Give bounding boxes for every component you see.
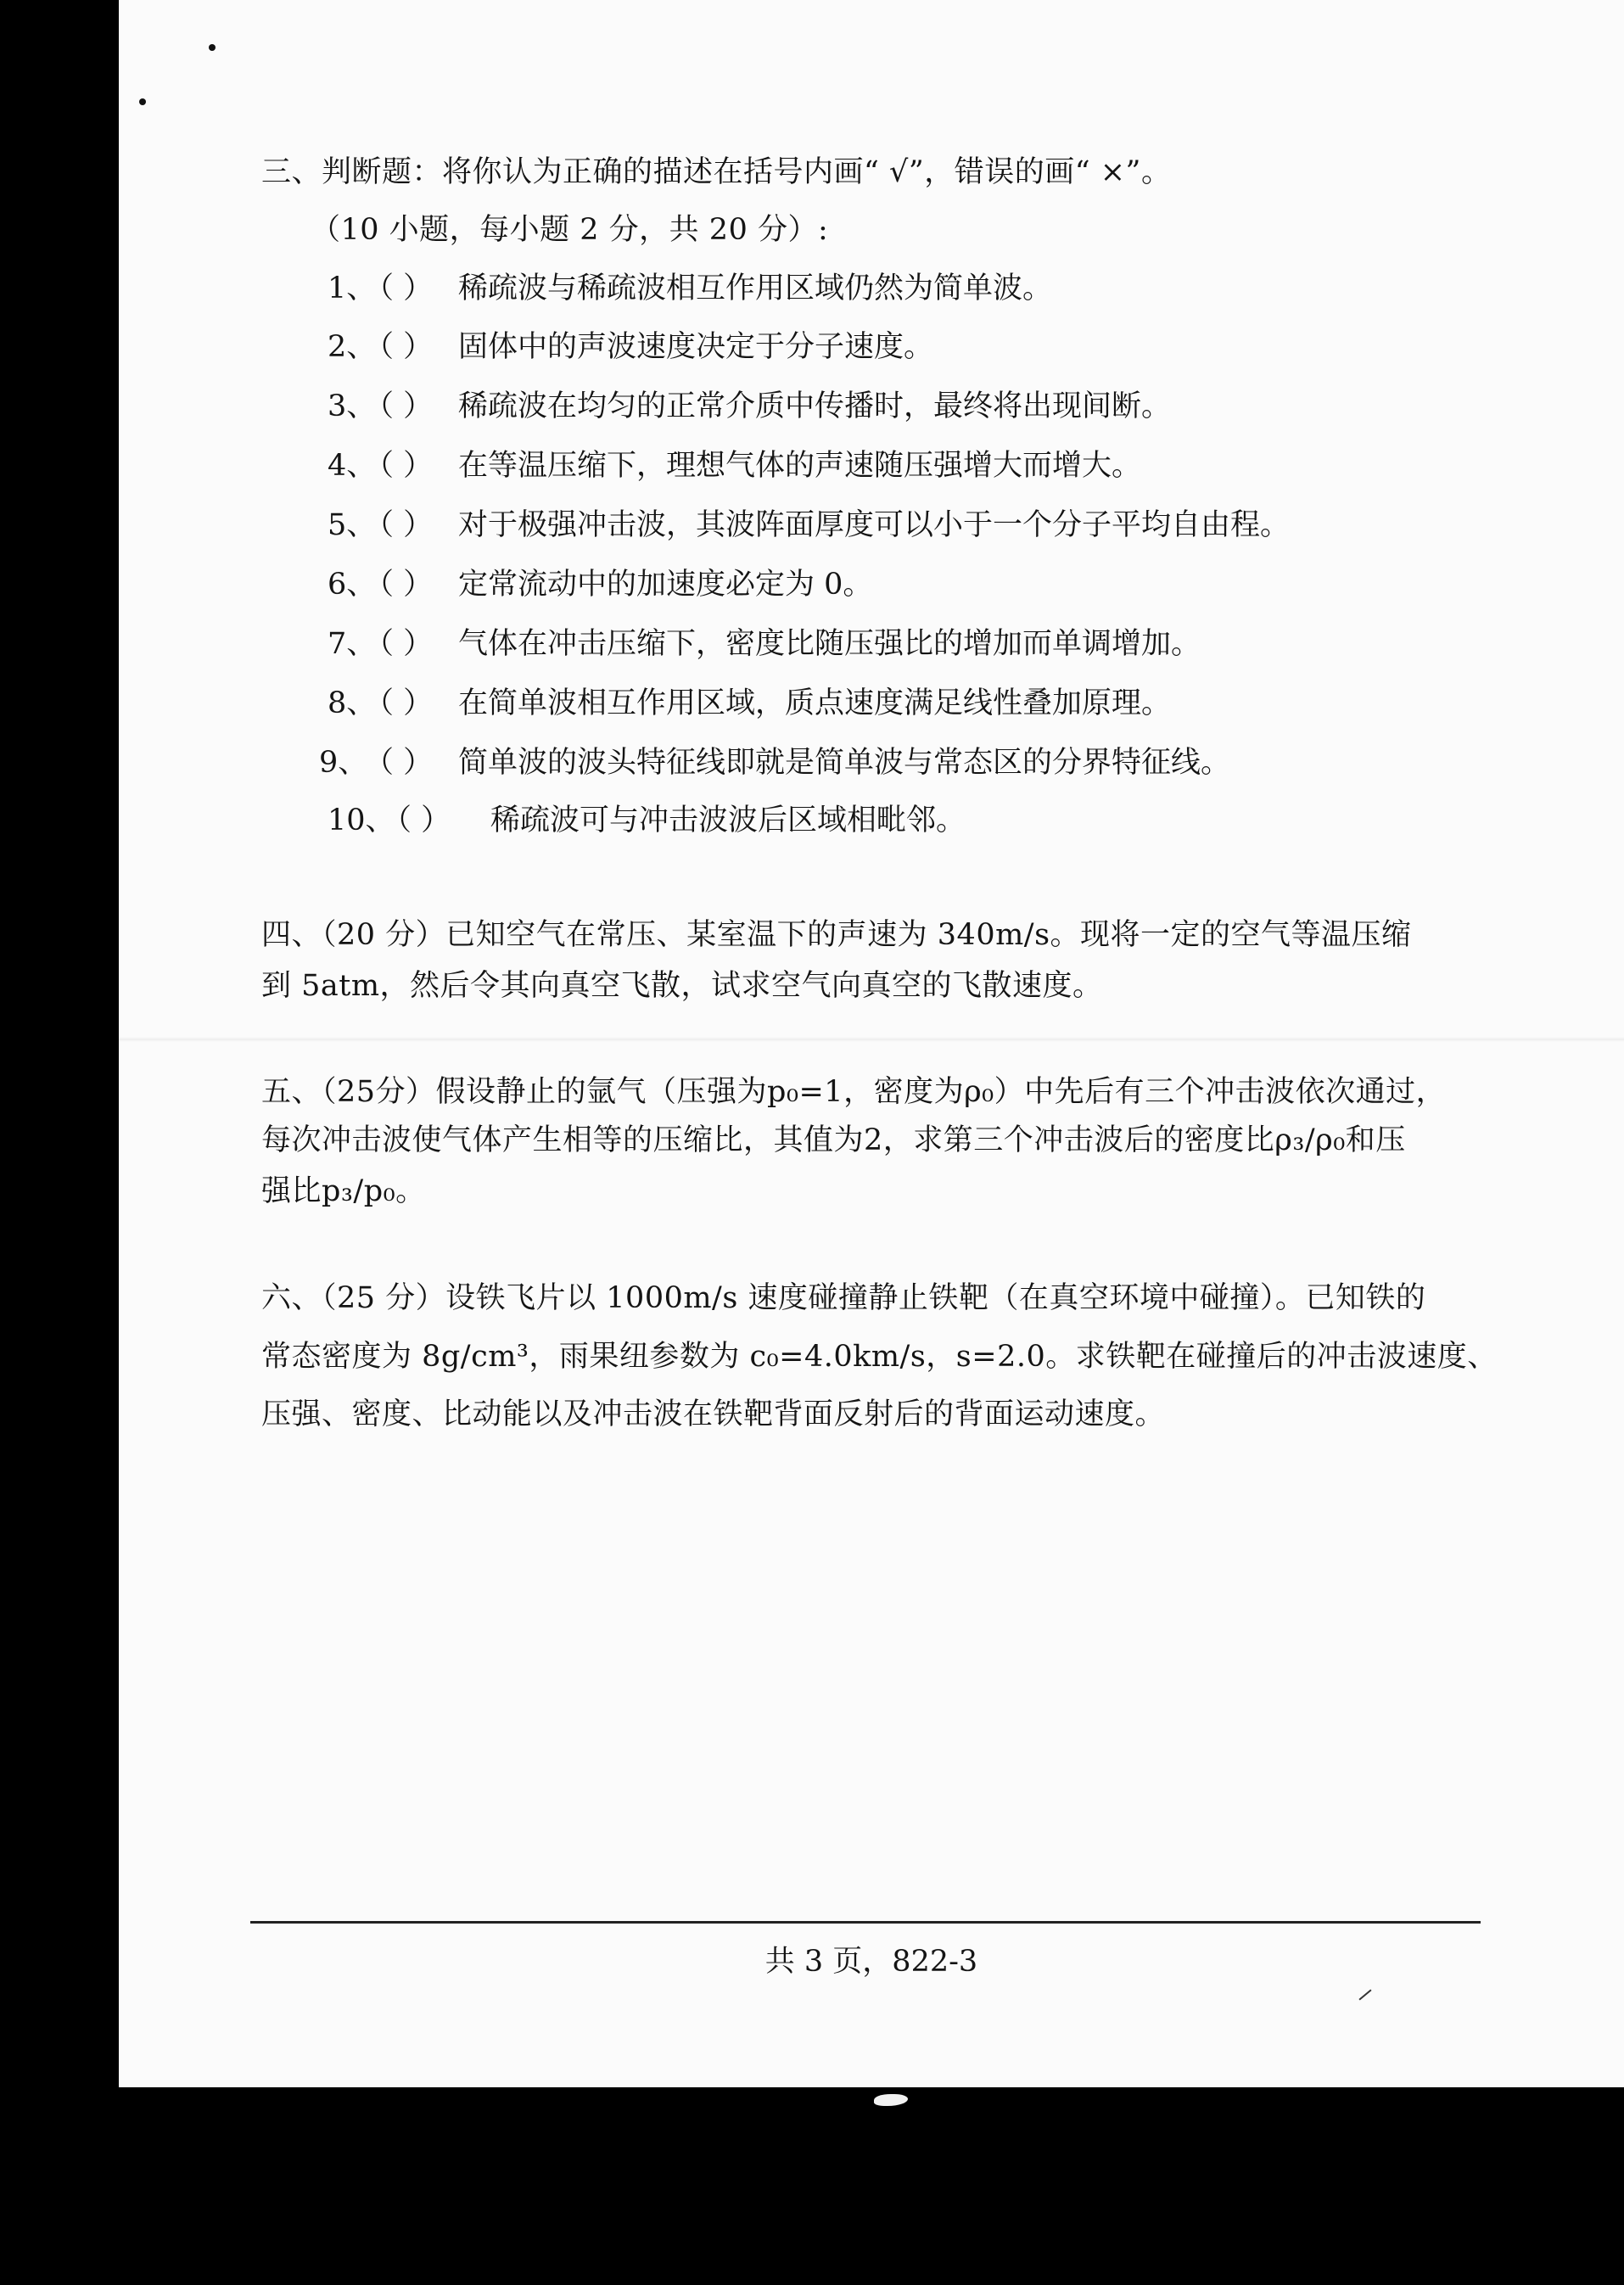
- item-text: 在等温压缩下，理想气体的声速随压强增大而增大。: [458, 449, 1142, 483]
- answer-bracket[interactable]: （ ）: [364, 449, 434, 483]
- section3-note: （10 小题，每小题 2 分，共 20 分）:: [311, 213, 829, 247]
- item-number: 6、: [328, 568, 377, 602]
- answer-bracket[interactable]: （ ）: [364, 508, 434, 542]
- item-number: 10、: [328, 804, 395, 837]
- item-text: 定常流动中的加速度必定为 0。: [458, 568, 873, 602]
- item-number: 5、: [328, 508, 377, 542]
- section6-line: 六、（25 分）设铁飞片以 1000m/s 速度碰撞静止铁靶（在真空环境中碰撞）。已知铁的: [261, 1281, 1426, 1315]
- answer-bracket[interactable]: （ ）: [364, 272, 434, 305]
- section5-line: 五、（25分）假设静止的氩气（压强为p₀=1，密度为ρ₀）中先后有三个冲击波依次通过，: [261, 1075, 1447, 1109]
- page-footer: 共 3 页，822-3: [764, 1945, 978, 1979]
- scan-stroke-mark: [1358, 1989, 1371, 2000]
- scanned-exam-page: [119, 0, 1624, 2087]
- section6-line: 常态密度为 8g/cm³，雨果纽参数为 c₀=4.0km/s，s=2.0。求铁靶在碰撞后的冲击波速度、: [261, 1340, 1498, 1374]
- item-text: 稀疏波在均匀的正常介质中传播时，最终将出现间断。: [458, 389, 1172, 423]
- item-text: 对于极强冲击波，其波阵面厚度可以小于一个分子平均自由程。: [458, 508, 1291, 542]
- answer-bracket[interactable]: （ ）: [364, 686, 434, 720]
- item-number: 8、: [328, 686, 377, 720]
- item-text: 固体中的声波速度决定于分子速度。: [458, 330, 934, 364]
- item-text: 简单波的波头特征线即就是简单波与常态区的分界特征线。: [458, 746, 1231, 780]
- answer-bracket[interactable]: （ ）: [382, 804, 451, 837]
- section4-line: 到 5atm，然后令其向真空飞散，试求空气向真空的飞散速度。: [261, 969, 1103, 1003]
- scan-speck: [209, 44, 216, 51]
- item-text: 稀疏波可与冲击波波后区域相毗邻。: [490, 804, 966, 837]
- scan-edge-mark: [874, 2094, 908, 2106]
- section6-line: 压强、密度、比动能以及冲击波在铁靶背面反射后的背面运动速度。: [261, 1397, 1166, 1431]
- item-number: 2、: [328, 330, 377, 364]
- paper-fold-line: [119, 1037, 1624, 1042]
- section5-line: 每次冲击波使气体产生相等的压缩比，其值为2，求第三个冲击波后的密度比ρ₃/ρ₀和压: [261, 1123, 1406, 1157]
- item-text: 在简单波相互作用区域，质点速度满足线性叠加原理。: [458, 686, 1172, 720]
- item-text: 气体在冲击压缩下，密度比随压强比的增加而单调增加。: [458, 627, 1201, 661]
- item-number: 7、: [328, 627, 377, 661]
- answer-bracket[interactable]: （ ）: [364, 568, 434, 602]
- answer-bracket[interactable]: （ ）: [364, 746, 434, 780]
- scan-speck: [139, 98, 146, 105]
- answer-bracket[interactable]: （ ）: [364, 389, 434, 423]
- item-number: 9、: [319, 746, 368, 780]
- section3-title: 三、判断题：将你认为正确的描述在括号内画“ √”，错误的画“ ×”。: [261, 155, 1172, 189]
- answer-bracket[interactable]: （ ）: [364, 330, 434, 364]
- item-number: 3、: [328, 389, 377, 423]
- item-text: 稀疏波与稀疏波相互作用区域仍然为简单波。: [458, 272, 1053, 305]
- answer-bracket[interactable]: （ ）: [364, 627, 434, 661]
- section4-line: 四、（20 分）已知空气在常压、某室温下的声速为 340m/s。现将一定的空气等温压缩: [261, 918, 1412, 952]
- item-number: 4、: [328, 449, 377, 483]
- section5-line: 强比p₃/p₀。: [261, 1174, 426, 1208]
- footer-divider: [250, 1921, 1481, 1924]
- item-number: 1、: [328, 272, 377, 305]
